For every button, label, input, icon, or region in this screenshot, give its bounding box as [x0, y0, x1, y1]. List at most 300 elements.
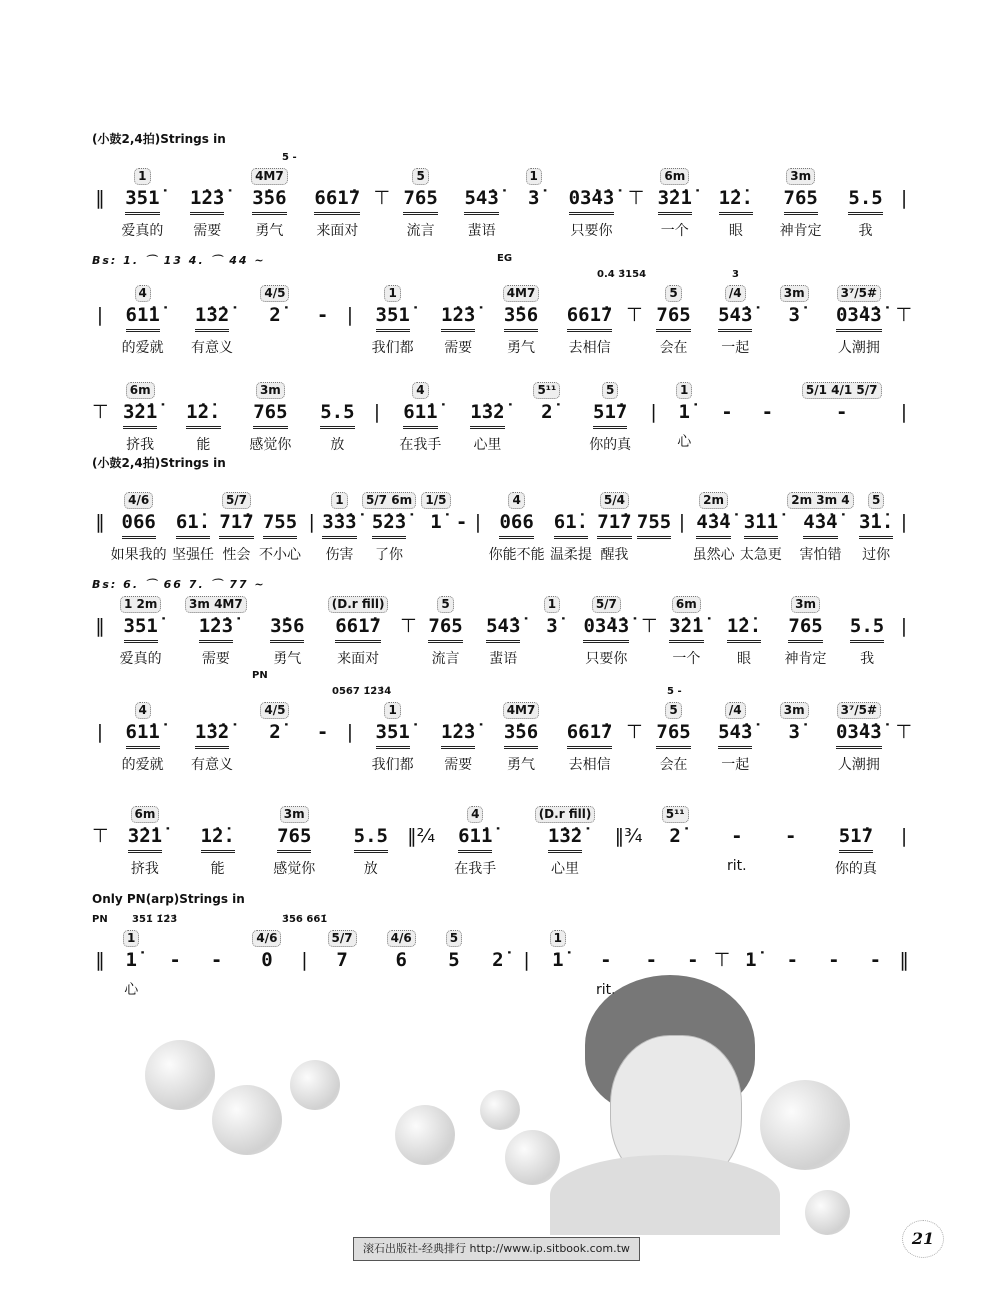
- barline-symbol: |: [373, 401, 381, 423]
- note-group: 5̇2̇3̇: [372, 510, 406, 539]
- measure-beat: [431, 930, 477, 980]
- note-group: 2̇: [492, 949, 504, 971]
- measure-beat: [519, 382, 575, 432]
- note-group: 54̇3̇: [464, 186, 498, 215]
- annotation: 5 -: [282, 152, 297, 163]
- chord-box: 6m: [131, 806, 160, 823]
- measure-beat: [643, 806, 708, 856]
- measure-beat: [643, 702, 705, 775]
- annotation: 351̇ 1̇2̇3̇: [132, 914, 178, 925]
- barline: [369, 382, 385, 426]
- chord-label: [280, 806, 309, 824]
- measure-beat: [474, 596, 532, 669]
- note-group: -: [731, 825, 743, 847]
- barline-symbol: ⊤: [626, 304, 643, 326]
- barline: [896, 492, 912, 536]
- measure-beat: [196, 930, 237, 980]
- note-group: 755: [263, 510, 297, 539]
- measure-beat: [456, 382, 519, 455]
- measure-beat: [451, 168, 512, 241]
- lyric: 温柔提: [549, 547, 592, 563]
- annotation: EG: [497, 253, 513, 264]
- staff-system: [92, 456, 912, 591]
- lyric: 去相信: [568, 340, 611, 356]
- annotation: PN: [92, 914, 108, 925]
- barline: [895, 702, 912, 746]
- lyric: 了你: [375, 547, 404, 563]
- chord-label: [837, 285, 881, 303]
- barline: [628, 168, 645, 212]
- measure-beat: [553, 702, 626, 775]
- chord-box: 3m: [780, 702, 809, 719]
- note-group: 3̇: [527, 187, 540, 209]
- barline: [896, 930, 912, 974]
- chord-box: 5: [446, 930, 462, 947]
- note-group: 03̇4̇3̇: [836, 303, 882, 332]
- chord-box: 4: [467, 806, 483, 823]
- note-group: 2̇: [541, 401, 553, 423]
- note-group: 1̇3̇2̇: [470, 400, 504, 429]
- measure-beat: [254, 806, 334, 879]
- note-group: -: [761, 401, 774, 423]
- barline-symbol: |: [900, 825, 908, 847]
- chord-box: 6m: [672, 596, 701, 613]
- note-group: 765: [253, 400, 287, 429]
- barline: [92, 492, 108, 536]
- measure-beat: [419, 492, 453, 542]
- lyric: 放: [363, 861, 378, 877]
- chord-box: 1/5: [421, 492, 450, 509]
- measure-beat: [108, 492, 169, 565]
- lyric: 的爱就: [121, 340, 164, 356]
- measure-beat: [690, 492, 737, 565]
- chord-label: [135, 702, 151, 720]
- publisher-stamp: 滚石出版社-经典排行 http://www.ip.sitbook.com.tw: [353, 1237, 640, 1261]
- chord-label: [131, 806, 160, 824]
- measure-beat: [708, 806, 766, 876]
- note-group: 03̇4̇3̇: [569, 186, 615, 215]
- note-group: -: [645, 949, 658, 971]
- chord-box: (D.r fill): [535, 806, 596, 823]
- chord-label: [331, 492, 347, 510]
- chord-box: 3m: [791, 596, 820, 613]
- annotation: 0.4 3̇154: [597, 269, 647, 280]
- note-group: 765: [656, 720, 690, 749]
- chord-label: [185, 596, 247, 614]
- note-group: 1̇: [745, 949, 757, 971]
- note-group: 3̇56: [252, 186, 286, 215]
- note-group: 61̇1̇: [403, 400, 437, 429]
- barline-symbol: |: [301, 949, 308, 971]
- measure-beat: [453, 492, 470, 542]
- measure-beat: [358, 702, 427, 775]
- lyric: 醒我: [600, 547, 629, 563]
- note-group: 61̇1̇: [458, 824, 492, 853]
- chord-label: [412, 382, 428, 400]
- note-group: 1̇3̇2̇: [548, 824, 582, 853]
- lyric: 坚强任: [171, 547, 214, 563]
- barline: [92, 285, 108, 329]
- note-group: -: [828, 949, 840, 971]
- lyric: 挤我: [126, 437, 155, 453]
- staff-system: [92, 806, 912, 879]
- chord-box: 5¹¹: [662, 806, 689, 823]
- chord-label: [837, 702, 881, 720]
- measure-beat: [427, 285, 489, 358]
- measure-beat: [109, 806, 182, 879]
- measure-beat: [644, 168, 705, 241]
- measure-beat: [247, 702, 303, 752]
- lyric: 在我手: [399, 437, 442, 453]
- note-group: 1̇2̇3̇: [441, 720, 475, 749]
- note-group: 5: [448, 949, 460, 971]
- measure-beat: [303, 702, 342, 752]
- chord-label: [467, 806, 483, 824]
- chord-label: [120, 596, 161, 614]
- lyric: 一起: [721, 757, 750, 773]
- chord-label: [868, 492, 884, 510]
- staff-system: [92, 382, 912, 455]
- measure-beat: [238, 168, 301, 241]
- note-group: 765: [403, 186, 437, 215]
- lyric: 过你: [862, 547, 891, 563]
- barline-symbol: ‖³⁄₄: [614, 825, 643, 847]
- note-group: 351̇: [125, 186, 159, 215]
- chord-box: 3m 4M7: [185, 596, 247, 613]
- chord-label: [550, 930, 566, 948]
- lyric: 你的真: [834, 861, 877, 877]
- barline-symbol: ⊤: [400, 615, 417, 637]
- barline: [342, 702, 358, 746]
- chord-label: [535, 806, 596, 824]
- barline-symbol: ⊤: [92, 825, 109, 847]
- section-instruction: (小鼓2,4拍)Strings in: [92, 456, 226, 470]
- barline: [296, 930, 312, 974]
- note-group: 351̇: [124, 614, 158, 643]
- measure-beat: [766, 702, 822, 752]
- note-group: 5.5: [354, 824, 388, 853]
- lyric: 一个: [672, 651, 701, 667]
- note-group: -: [687, 949, 699, 971]
- barline: [407, 806, 435, 850]
- chord-label: [533, 382, 560, 400]
- annotation: 3: [732, 269, 739, 280]
- note-group: 1̇2̇3̇: [199, 614, 233, 643]
- chord-label: [526, 168, 542, 186]
- lyric: 心: [677, 434, 692, 450]
- note-group: 1̇2̇.: [727, 614, 761, 643]
- note-group: 54̇3̇: [718, 720, 752, 749]
- lyric: rit.: [596, 982, 616, 998]
- lyric: 勇气: [255, 223, 284, 239]
- barline-symbol: ⊤: [895, 721, 912, 743]
- chord-label: [602, 382, 618, 400]
- chord-box: /4: [725, 702, 746, 719]
- barline: [374, 168, 391, 212]
- chord-box: 1: [384, 702, 400, 719]
- chord-box: 4: [412, 382, 428, 399]
- measure-beat: [108, 168, 177, 241]
- note-group: 71̇7: [219, 510, 253, 539]
- measure-beat: [256, 492, 303, 565]
- lyric: 勇气: [507, 340, 536, 356]
- staff-system: [92, 596, 912, 669]
- measure-beat: [658, 596, 716, 669]
- lyric: 勇气: [507, 757, 536, 773]
- lyric: 神肯定: [784, 651, 827, 667]
- lyric: 只要你: [585, 651, 628, 667]
- note-group: 3̇1̇1̇: [744, 510, 778, 539]
- lyric: 眼: [728, 223, 743, 239]
- page-number: 21: [902, 1220, 944, 1258]
- measure-beat: [435, 806, 515, 879]
- bass-line: Bs: 6. ⌒ 66 7. ⌒ 77 ~: [92, 578, 266, 591]
- lyric: 只要你: [570, 223, 613, 239]
- staff-system: [92, 670, 912, 775]
- measure-beat: [177, 285, 246, 358]
- chord-box: 3m: [280, 806, 309, 823]
- measure-beat: [181, 806, 254, 879]
- barline: [626, 702, 643, 746]
- note-group: 066: [122, 510, 156, 539]
- chord-box: 5/7: [328, 930, 357, 947]
- chord-box: 1: [550, 930, 566, 947]
- note-group: -: [835, 401, 848, 423]
- lyric: 我们都: [371, 340, 414, 356]
- note-group: -: [455, 511, 468, 533]
- chord-label: [384, 285, 400, 303]
- chord-box: 4M7: [251, 168, 288, 185]
- section-instruction: (小鼓2,4拍)Strings in: [92, 132, 226, 146]
- lyric: 你的真: [589, 437, 632, 453]
- barline-symbol: |: [900, 187, 908, 209]
- chord-box: 4: [135, 285, 151, 302]
- barline-symbol: ⊤: [627, 187, 645, 209]
- measure-beat: [772, 930, 813, 980]
- note-group: 3̇56: [504, 720, 538, 749]
- chord-label: [503, 285, 540, 303]
- note-group: 54̇3̇: [718, 303, 752, 332]
- chord-label: [251, 168, 288, 186]
- chord-label: [676, 382, 692, 400]
- note-group: 51̇7: [839, 824, 873, 853]
- chord-box: 5: [412, 168, 428, 185]
- measure-beat: [535, 930, 581, 980]
- chord-label: [123, 930, 139, 948]
- lyric: 太急更: [739, 547, 782, 563]
- note-group: 61̇1̇: [126, 303, 160, 332]
- chord-label: [256, 382, 285, 400]
- chord-box: 5/7: [592, 596, 621, 613]
- measure-beat: [372, 930, 431, 980]
- lyric: 流言: [431, 651, 460, 667]
- barline: [674, 492, 690, 536]
- chord-box: 2m: [699, 492, 728, 509]
- barline-symbol: |: [900, 511, 908, 533]
- lyric: 需要: [444, 757, 473, 773]
- measure-beat: [715, 596, 773, 669]
- measure-beat: [173, 596, 258, 669]
- lyric: 蜚语: [467, 223, 496, 239]
- note-group: 51̇7: [593, 400, 627, 429]
- measure-beat: [631, 930, 672, 980]
- measure-beat: [303, 285, 342, 335]
- note-group: 351̇: [376, 720, 410, 749]
- chord-label: [508, 492, 524, 510]
- barline-symbol: ⊤: [713, 949, 731, 971]
- barline: [92, 702, 108, 746]
- chord-label: [252, 930, 281, 948]
- measure-beat: [704, 702, 766, 775]
- note-group: 765: [428, 614, 462, 643]
- barline-symbol: ⊤: [640, 615, 658, 637]
- note-group: 661̇7: [314, 186, 360, 215]
- chord-label: [802, 382, 882, 400]
- note-group: 351̇: [376, 303, 410, 332]
- chord-label: [662, 806, 689, 824]
- note-group: 61̇1̇: [126, 720, 160, 749]
- measure-beat: [359, 492, 418, 565]
- measure-beat: [855, 930, 896, 980]
- note-group: 661̇7: [567, 303, 613, 332]
- measure-beat: [217, 492, 257, 565]
- chord-box: 5/1 4/1 5/7: [802, 382, 882, 399]
- measure-beat: [334, 806, 407, 879]
- chord-box: 5: [602, 382, 618, 399]
- measure-beat: [177, 702, 246, 775]
- chord-label: [725, 702, 746, 720]
- barline-symbol: ⊤: [895, 304, 912, 326]
- note-group: 1̇2̇.: [201, 824, 235, 853]
- barline: [896, 168, 912, 212]
- chord-label: [725, 285, 746, 303]
- note-group: 3̇: [788, 721, 800, 743]
- barline-symbol: |: [96, 304, 104, 326]
- chord-label: [328, 930, 357, 948]
- barline: [342, 285, 358, 329]
- lyric: 虽然心: [692, 547, 735, 563]
- note-group: 765: [656, 303, 690, 332]
- measure-beat: [822, 702, 895, 775]
- barline-symbol: ‖: [95, 615, 105, 637]
- measure-beat: [515, 806, 614, 879]
- barline-symbol: |: [96, 721, 104, 743]
- measure-beat: [773, 596, 838, 669]
- barline-symbol: ‖: [899, 949, 909, 971]
- measure-beat: [108, 285, 177, 358]
- lyric: rit.: [727, 858, 747, 874]
- chord-box: 6m: [660, 168, 689, 185]
- lyric: 害怕错: [799, 547, 842, 563]
- barline: [92, 806, 109, 850]
- lyric: 需要: [444, 340, 473, 356]
- chord-box: 1: [134, 168, 150, 185]
- chord-box: 4: [135, 702, 151, 719]
- measure-beat: [477, 930, 518, 980]
- lyric: 一起: [721, 340, 750, 356]
- note-group: 3̇1̇.: [859, 510, 893, 539]
- measure-beat: [730, 930, 771, 980]
- chord-label: [446, 930, 462, 948]
- chord-box: 5: [665, 702, 681, 719]
- note-group: 755: [637, 510, 671, 539]
- note-group: 765: [784, 186, 818, 215]
- note-group: 661̇7: [335, 614, 381, 643]
- note-group: 3̇2̇1̇: [128, 824, 162, 853]
- chord-label: [260, 702, 289, 720]
- barline-symbol: |: [346, 304, 354, 326]
- measure-beat: [489, 285, 553, 358]
- note-group: 1̇2̇.: [719, 186, 753, 215]
- lyric: 在我手: [454, 861, 497, 877]
- measure-beat: [766, 168, 835, 241]
- note-group: 066: [499, 510, 533, 539]
- lyric: 能: [196, 437, 211, 453]
- note-group: 61̇.: [554, 510, 588, 539]
- barline-symbol: |: [678, 511, 686, 533]
- measure-beat: [785, 492, 857, 565]
- note-group: 03̇4̇3̇: [836, 720, 882, 749]
- measure-beat: [813, 930, 854, 980]
- chord-box: /4: [725, 285, 746, 302]
- annotation: PN: [252, 670, 268, 681]
- chord-box: 1 2m: [120, 596, 161, 613]
- barline: [519, 930, 535, 974]
- chord-box: 4/6: [124, 492, 153, 509]
- note-group: 03̇4̇3̇: [583, 614, 629, 643]
- measure-beat: [427, 702, 489, 775]
- lyric: 爱真的: [121, 223, 164, 239]
- lyric: 有意义: [191, 757, 234, 773]
- note-group: -: [169, 949, 181, 971]
- measure-beat: [822, 285, 895, 358]
- note-group: 1̇: [125, 949, 137, 971]
- barline: [615, 806, 643, 850]
- annotation: 0567 1̇2̇3̇4̇: [332, 686, 392, 697]
- note-group: 4̇3̇4̇: [803, 510, 837, 539]
- chord-box: 4/6: [252, 930, 281, 947]
- lyric: 会在: [659, 757, 688, 773]
- chord-box: 2m 3m 4: [787, 492, 853, 509]
- chord-box: 3⁷/5#: [837, 702, 881, 719]
- chord-label: [699, 492, 728, 510]
- lyric: 蜚语: [489, 651, 518, 667]
- barline-symbol: ⊤: [92, 401, 109, 423]
- chord-box: 3⁷/5#: [837, 285, 881, 302]
- chord-label: [124, 492, 153, 510]
- note-group: 5.5: [850, 614, 884, 643]
- chord-label: [503, 702, 540, 720]
- chord-box: 4M7: [503, 702, 540, 719]
- lyric: 心里: [473, 437, 502, 453]
- measure-beat: [237, 930, 296, 980]
- measure-beat: [572, 596, 641, 669]
- note-group: 71̇7: [597, 510, 631, 539]
- lyric: 不小心: [258, 547, 301, 563]
- chord-label: [786, 168, 815, 186]
- lyric: 能: [210, 861, 225, 877]
- barline: [92, 596, 108, 640]
- barline: [626, 285, 643, 329]
- chord-box: 1: [544, 596, 560, 613]
- measure-beat: [390, 168, 451, 241]
- note-group: 2̇: [669, 825, 681, 847]
- note-group: 1̇: [430, 511, 442, 533]
- chord-box: 5: [437, 596, 453, 613]
- note-group: 54̇3̇: [486, 614, 520, 643]
- note-group: 2̇: [269, 721, 281, 743]
- lyric: 你能不能: [488, 547, 545, 563]
